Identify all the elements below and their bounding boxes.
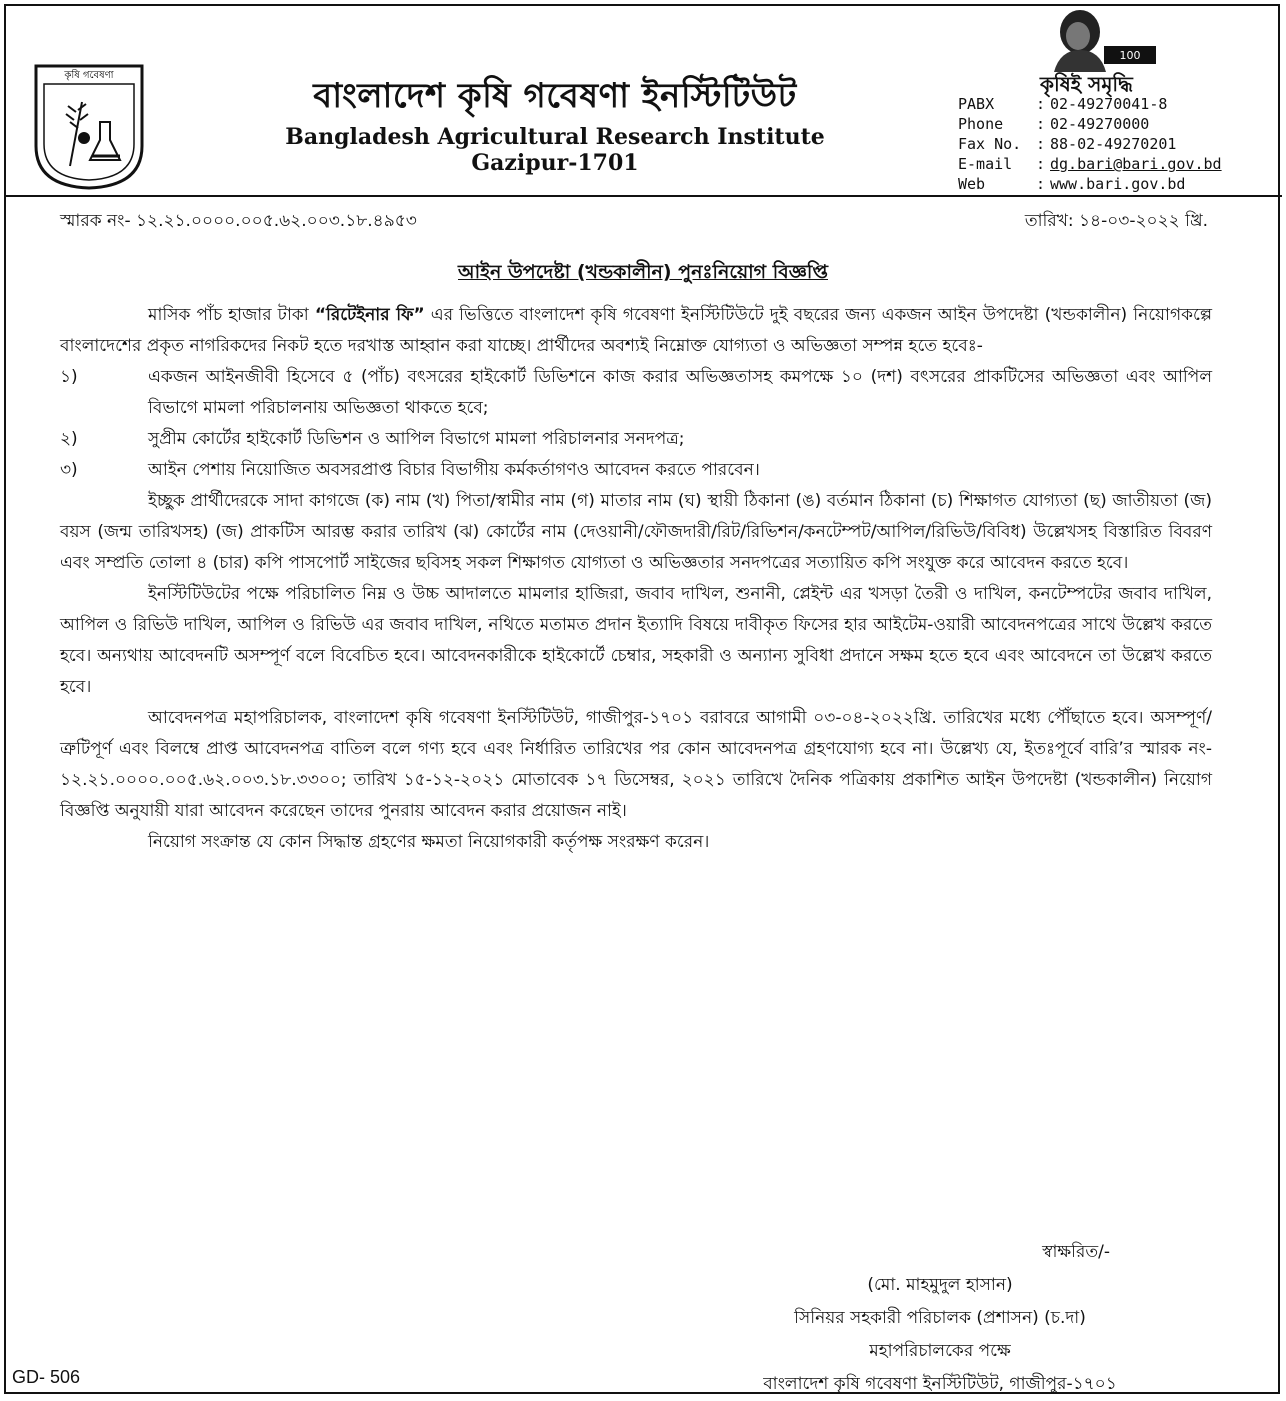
contact-value: 02-49270041-8 — [1050, 95, 1168, 113]
institute-title-english: Bangladesh Agricultural Research Institute — [285, 124, 825, 150]
signatory-organization: বাংলাদেশ কৃষি গবেষণা ইনস্টিটিউট, গাজীপুর-১৭০১ — [763, 1374, 1117, 1394]
contact-label: Fax No. — [958, 135, 1022, 153]
gd-number: GD- 506 — [12, 1367, 81, 1387]
contact-label: E-mail — [958, 155, 1013, 173]
requirement-number: ২) — [60, 429, 78, 449]
fees-paragraph: ইনস্টিটিউটের পক্ষে পরিচালিত নিম্ন ও উচ্চ আদালতে মামলার হাজিরা, জবাব দাখিল, শুনানী, প্লেইন্ট এর খসড়া তৈরী ও দাখিল, কনটেম্পটের জবাব দাখিল, আপিল ও রিভিউ দাখিল, আপিল ও রিভিউ এর জবাব দাখিল, নথিতে মতামত প্রদান ইত্যাদি বিষয়ে দাবীকৃত ফিসের হার আইটেম-ওয়ারী আবেদনপত্রের সাথে উল্লেখ করতে হবে। অন্যথায় আবেদনটি অসম্পূর্ণ বলে বিবেচিত হবে। আবেদনকারীকে হাইকোর্টে চেম্বার, সহকারী ও অন্যান্য সুবিধা প্রদানে সক্ষম হতে হবে এবং আবেদনে তা উল্লেখ করতে হবে। — [60, 584, 1212, 697]
requirement-item — [60, 362, 1212, 424]
contact-label: Web — [958, 175, 986, 193]
logo-caption: কৃষি গবেষণা — [64, 70, 114, 81]
header-divider — [4, 195, 1282, 197]
signatory-designation: সিনিয়র সহকারী পরিচালক (প্রশাসন) (চ.দা) — [794, 1308, 1086, 1328]
requirement-text: একজন আইনজীবী হিসেবে ৫ (পাঁচ) বৎসরের হাইকোর্ট ডিভিশনে কাজ করার অভিজ্ঞতাসহ কমপক্ষে ১০ (দশ) বৎসরের প্রাকটিসের অভিজ্ঞতা এবং আপিল বিভাগে মামলা পরিচালনায় অভিজ্ঞতা থাকতে হবে; — [148, 367, 1212, 418]
svg-text:100: 100 — [1119, 49, 1141, 62]
mujib-100-portrait-emblem — [1040, 6, 1162, 72]
contact-row-email: E-mail : dg.bari@bari.gov.bd — [958, 155, 1222, 173]
contact-row-pabx: PABX : 02-49270041-8 — [958, 95, 1168, 113]
authority-paragraph: নিয়োগ সংক্রান্ত যে কোন সিদ্ধান্ত গ্রহণের ক্ষমতা নিয়োগকারী কর্তৃপক্ষ সংরক্ষণ করেন। — [148, 832, 710, 852]
requirement-number: ১) — [60, 367, 78, 387]
notice-heading-text: আইন উপদেষ্টা (খন্ডকালীন) পুনঃনিয়োগ বিজ্ঞপ্তি — [458, 261, 828, 283]
intro-paragraph — [60, 300, 1212, 362]
signatory-name: (মো. মাহমুদুল হাসান) — [867, 1275, 1013, 1295]
requirement-item — [60, 424, 1212, 455]
deadline-paragraph: আবেদনপত্র মহাপরিচালক, বাংলাদেশ কৃষি গবেষণা ইনস্টিটিউট, গাজীপুর-১৭০১ বরাবরে আগামী ০৩-০৪-২০২২খ্রি. তারিখের মধ্যে পৌঁছাতে হবে। অসম্পূর্ণ/ত্রুটিপূর্ণ এবং বিলম্বে প্রাপ্ত আবেদনপত্র বাতিল বলে গণ্য হবে এবং নির্ধারিত তারিখের পর কোন আবেদনপত্র গ্রহণযোগ্য হবে না। উল্লেখ্য যে, ইতঃপূর্বে বারি’র স্মারক নং- ১২.২১.০০০০.০০৫.৬২.০০৩.১৮.৩৩০০; তারিখ ১৫-১২-২০২১ মোতাবেক ১৭ ডিসেম্বর, ২০২১ তারিখে দৈনিক পত্রিকায় প্রকাশিত আইন উপদেষ্টা (খন্ডকালীন) নিয়োগ বিজ্ঞপ্তি অনুযায়ী যারা আবেদন করেছেন তাদের পুনরায় আবেদন করার প্রয়োজন নাই। — [60, 708, 1212, 821]
requirement-number: ৩) — [60, 460, 78, 480]
requirement-item — [60, 455, 1212, 486]
web-link[interactable]: www.bari.gov.bd — [1050, 175, 1186, 193]
signature-block — [680, 1236, 1200, 1401]
institute-city: Gazipur-1701 — [471, 150, 639, 176]
signed-mark: স্বাক্ষরিত/- — [1042, 1242, 1110, 1262]
contact-label: PABX — [958, 95, 995, 113]
issue-date: তারিখ: ১৪-০৩-২০২২ খ্রি. — [1024, 211, 1208, 231]
contact-label: Phone — [958, 115, 1004, 133]
retainer-fee-emphasis: “রিটেইনার ফি” — [314, 305, 425, 325]
contact-row-fax: Fax No. : 88-02-49270201 — [958, 135, 1177, 153]
intro-text-end: এর ভিত্তিতে বাংলাদেশ কৃষি গবেষণা ইনস্টিটিউটে দুই বছরের জন্য একজন আইন উপদেষ্টা (খন্ডকালীন) নিয়োগকল্পে বাংলাদেশের প্রকৃত নাগরিকদের নিকট হতে দরখাস্ত আহ্বান করা যাচ্ছে। প্রার্থীদের অবশ্যই নিম্নোক্ত যোগ্যতা ও অভিজ্ঞতা সম্পন্ন হতে হবেঃ- — [60, 305, 1212, 356]
memo-number: স্মারক নং- ১২.২১.০০০০.০০৫.৬২.০০৩.১৮.৪৯৫৩ — [60, 211, 417, 231]
email-link[interactable]: dg.bari@bari.gov.bd — [1050, 155, 1222, 173]
notice-heading — [0, 258, 1286, 290]
contact-row-phone: Phone : 02-49270000 — [958, 115, 1150, 133]
institute-title-bangla: বাংলাদেশ কৃষি গবেষণা ইনস্টিটিউট — [313, 76, 797, 116]
bari-logo — [30, 62, 148, 190]
requirement-text: আইন পেশায় নিয়োজিত অবসরপ্রাপ্ত বিচার বিভাগীয় কর্মকর্তাগণও আবেদন করতে পারবেন। — [148, 460, 760, 480]
motto-text: কৃষিই সমৃদ্ধি — [1040, 72, 1133, 96]
application-paragraph: ইচ্ছুক প্রার্থীদেরকে সাদা কাগজে (ক) নাম (খ) পিতা/স্বামীর নাম (গ) মাতার নাম (ঘ) স্থায়ী ঠিকানা (ঙ) বর্তমান ঠিকানা (চ) শিক্ষাগত যোগ্যতা (ছ) জাতীয়তা (জ) বয়স (জন্ম তারিখসহ) (জ) প্রাকটিস আরম্ভ করার তারিখ (ঝ) কোর্টের নাম (দেওয়ানী/ফৌজদারী/রিট/রিভিশন/কনটেম্পট/আপিল/রিভিউ/বিবিধ) উল্লেখসহ বিস্তারিত বিবরণ এবং সম্প্রতি তোলা ৪ (চার) কপি পাসপোর্ট সাইজের ছবিসহ সকল শিক্ষাগত যোগ্যতা ও অভিজ্ঞতার সনদপত্রের সত্যায়িত কপি সংযুক্ত করে আবেদন করতে হবে। — [60, 491, 1212, 573]
contact-row-web: Web : www.bari.gov.bd — [958, 175, 1186, 193]
contact-block — [958, 94, 1222, 194]
intro-text-start: মাসিক পাঁচ হাজার টাকা — [148, 305, 315, 325]
contact-value: 02-49270000 — [1050, 115, 1150, 133]
contact-value: 88-02-49270201 — [1050, 135, 1177, 153]
requirement-text: সুপ্রীম কোর্টের হাইকোর্ট ডিভিশন ও আপিল বিভাগে মামলা পরিচালনার সনদপত্র; — [148, 429, 685, 449]
notice-body — [60, 300, 1212, 858]
on-behalf-of: মহাপরিচালকের পক্ষে — [869, 1341, 1011, 1361]
